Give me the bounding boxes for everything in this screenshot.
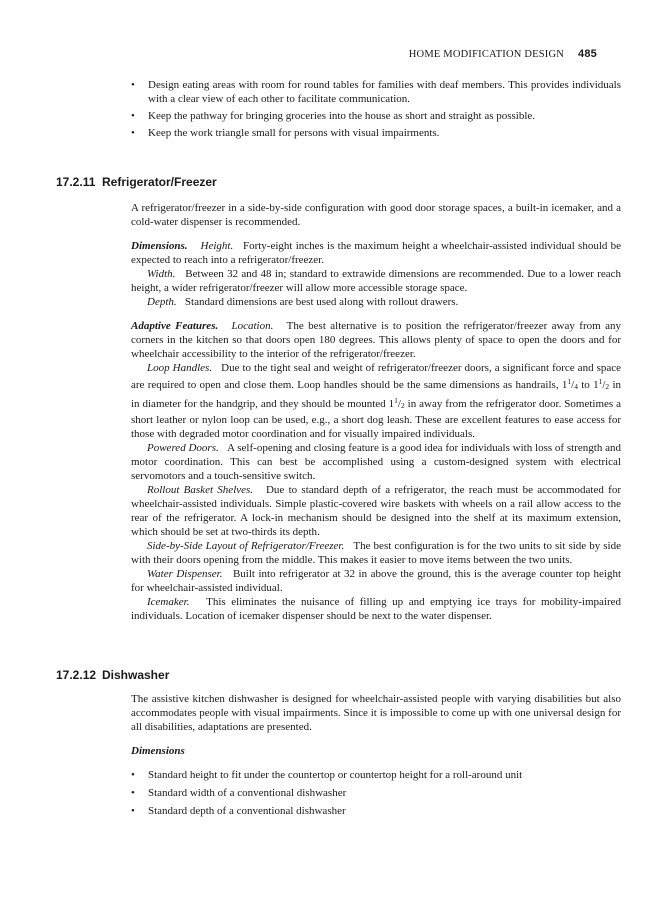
paragraph-icemaker: Icemaker. This eliminates the nuisance of filling up and emptying ice trays for mobility-impaired individuals. Location of icemaker dispenser should be next to the water dispenser. xyxy=(131,596,622,622)
paragraph-side-by-side: Side-by-Side Layout of Refrigerator/Freezer. The best configuration is for the two units to sit side by side with their doors opening from the middle. This makes it easier to move items between the two units. xyxy=(131,540,621,566)
dimensions-bullet-list xyxy=(131,768,621,818)
section-heading-dishwasher xyxy=(56,668,169,682)
paragraph-adaptive: Adaptive Features. Location. The best alternative is to position the refrigerator/freezer away from any corners in the kitchen so that doors open 180 degrees. This allows plenty of space to open the doors and for wheelchair accessibility to the interior of the refrigerator/freezer. xyxy=(131,320,621,360)
paragraph-rollout-shelves: Rollout Basket Shelves. Due to standard depth of a refrigerator, the reach must be accommodated for wheelchair-assisted individuals. Simple plastic-covered wire baskets with wheels on a rail allow access to the rear of the refrigerator. A lock-in mechanism should be designed into the shelf at its maximum extension, which should be set at two-thirds its depth. xyxy=(131,484,621,538)
intro-bullet-list xyxy=(131,78,621,143)
section-heading-refrigerator xyxy=(56,175,217,189)
section-title: Refrigerator/Freezer xyxy=(102,175,217,189)
paragraph-width: Width. Between 32 and 48 in; standard to extrawide dimensions are recommended. Due to a lower reach height, a wider refrigerator/freezer will allow more accessible storage space. xyxy=(131,268,622,294)
section-body-dishwasher xyxy=(131,692,621,822)
bullet-icon: • xyxy=(131,110,135,122)
paragraph-depth: Depth. Standard dimensions are best used along with rollout drawers. xyxy=(147,296,459,308)
bullet-icon: • xyxy=(131,769,135,781)
bullet-icon: • xyxy=(131,805,135,817)
list-item: • Keep the pathway for bringing groceries into the house as short and straight as possible. xyxy=(131,110,536,122)
subheading-dimensions: Dimensions xyxy=(131,745,185,757)
paragraph-powered-doors: Powered Doors. A self-opening and closing feature is a good idea for individuals with loss of strength and motor coordination. This can best be accomplished using a custom-designed system with electrical servomotors and a touch-sensitive switch. xyxy=(131,442,622,482)
section-number: 17.2.12 xyxy=(56,668,97,682)
section-number: 17.2.11 xyxy=(56,175,96,189)
paragraph-loop-handles: Loop Handles. Due to the tight seal and weight of refrigerator/freezer doors, a significant force and space are required to open and close them. Loop handles should be the same dimensions as handrails, $1^1/_4$ to $1^1/_2$ in in diameter for the handgrip, and they should be mounted $1^1/_2$ in away from the refrigerator door. Sometimes a short leather or nylon loop can be used, e.g., a short dog leash. These are excellent features to ease access for those with degraded motor coordination and for visually impaired individuals. xyxy=(131,362,622,440)
paragraph-dimensions: Dimensions. Height. Forty-eight inches is the maximum height a wheelchair-assisted individual should be expected to reach into a refrigerator/freezer. xyxy=(131,240,622,266)
page-number: 485 xyxy=(578,48,597,60)
running-header xyxy=(409,48,597,60)
paragraph: The assistive kitchen dishwasher is designed for wheelchair-assisted people with varying disabilities but also accommodates people with visual impairments. Since it is impossible to come up with one universal design for all disabilities, adaptations are presented. xyxy=(131,693,621,733)
section-title: Dishwasher xyxy=(102,668,170,682)
paragraph-water-dispenser: Water Dispenser. Built into refrigerator at 32 in above the ground, this is the average counter top height for wheelchair-assisted individual. xyxy=(131,568,621,594)
list-item: • Keep the work triangle small for persons with visual impairments. xyxy=(131,127,440,139)
bullet-icon: • xyxy=(131,127,135,139)
section-body-refrigerator xyxy=(131,201,621,623)
list-item: • Standard depth of a conventional dishwasher xyxy=(131,805,346,817)
bullet-icon: • xyxy=(131,79,135,91)
bullet-icon: • xyxy=(131,787,135,799)
list-item: • Standard height to fit under the countertop or countertop height for a roll-around unit xyxy=(131,769,523,781)
list-item: • Design eating areas with room for round tables for families with deaf members. This provides individuals with a clear view of each other to facilitate communication. xyxy=(131,79,621,105)
paragraph: A refrigerator/freezer in a side-by-side configuration with good door storage spaces, a built-in icemaker, and a cold-water dispenser is recommended. xyxy=(131,202,621,228)
list-item: • Standard width of a conventional dishwasher xyxy=(131,787,347,799)
running-title: HOME MODIFICATION DESIGN xyxy=(408,49,565,60)
